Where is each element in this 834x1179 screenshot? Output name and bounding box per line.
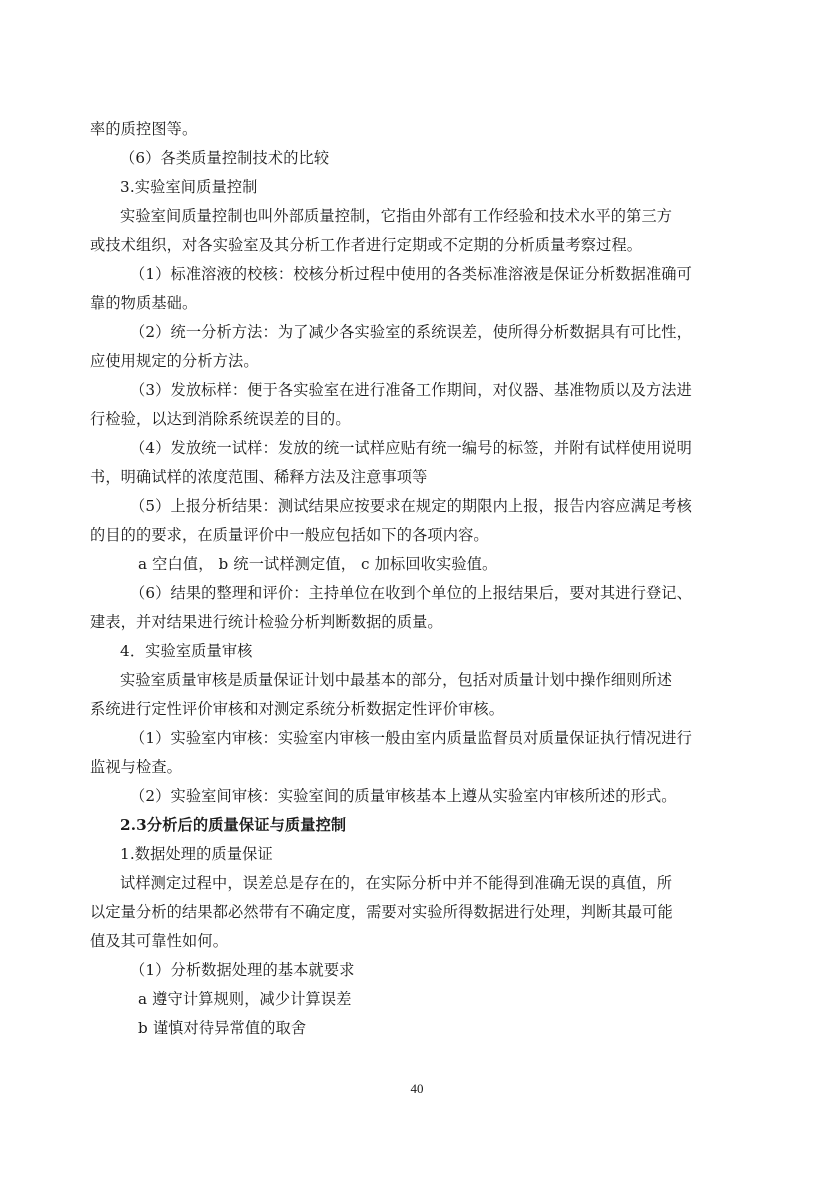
paragraph-line: 行检验，以达到消除系统误差的目的。 — [90, 410, 351, 428]
list-item: （1）标准溶液的校核：校核分析过程中使用的各类标准溶液是保证分析数据准确可 — [130, 265, 692, 283]
paragraph-line: 应使用规定的分析方法。 — [90, 352, 259, 370]
page-number: 40 — [410, 1081, 424, 1096]
paragraph-line: 实验室质量审核是质量保证计划中最基本的部分，包括对质量计划中操作细则所述 — [120, 671, 673, 689]
paragraph-line: 书，明确试样的浓度范围、稀释方法及注意事项等 — [90, 468, 428, 486]
paragraph-line: 实验室间质量控制也叫外部质量控制，它指由外部有工作经验和技术水平的第三方 — [120, 207, 673, 225]
list-item: （1）实验室内审核：实验室内审核一般由室内质量监督员对质量保证执行情况进行 — [130, 729, 692, 747]
paragraph-line: 试样测定过程中，误差总是存在的，在实际分析中并不能得到准确无误的真值，所 — [120, 874, 673, 892]
paragraph-line: 的目的的要求，在质量评价中一般应包括如下的各项内容。 — [90, 526, 489, 544]
document-body — [90, 115, 730, 1043]
paragraph-line: 以定量分析的结果都必然带有不确定度，需要对实验所得数据进行处理，判断其最可能 — [90, 903, 673, 921]
list-item: （4）发放统一试样：发放的统一试样应贴有统一编号的标签，并附有试样使用说明 — [130, 439, 692, 457]
paragraph-line: 监视与检查。 — [90, 758, 183, 776]
list-item: （2）实验室间审核：实验室间的质量审核基本上遵从实验室内审核所述的形式。 — [130, 787, 677, 805]
section-heading: 3.实验室间质量控制 — [120, 178, 258, 196]
list-item: （1）分析数据处理的基本就要求 — [130, 961, 355, 979]
section-heading: 4．实验室质量审核 — [120, 642, 253, 660]
sub-list-item: a 空白值， b 统一试样测定值， c 加标回收实验值。 — [138, 555, 498, 573]
list-item: （6）结果的整理和评价：主持单位在收到个单位的上报结果后，要对其进行登记、 — [130, 584, 692, 602]
list-item: （6）各类质量控制技术的比较 — [120, 149, 330, 167]
paragraph-line: 系统进行定性评价审核和对测定系统分析数据定性评价审核。 — [90, 700, 505, 718]
paragraph-line: 率的质控图等。 — [90, 120, 198, 138]
paragraph-line: 或技术组织，对各实验室及其分析工作者进行定期或不定期的分析质量考察过程。 — [90, 236, 643, 254]
sub-list-item: a 遵守计算规则，减少计算误差 — [138, 990, 352, 1008]
list-item: （5）上报分析结果：测试结果应按要求在规定的期限内上报，报告内容应满足考核 — [130, 497, 692, 515]
paragraph-line: 值及其可靠性如何。 — [90, 932, 229, 950]
list-item: （3）发放标样：便于各实验室在进行准备工作期间，对仪器、基准物质以及方法进 — [130, 381, 692, 399]
chapter-heading: 2.3分析后的质量保证与质量控制 — [120, 816, 347, 834]
section-heading: 1.数据处理的质量保证 — [120, 845, 273, 863]
list-item: （2）统一分析方法：为了减少各实验室的系统误差，使所得分析数据具有可比性， — [130, 323, 692, 341]
paragraph-line: 靠的物质基础。 — [90, 294, 198, 312]
paragraph-line: 建表，并对结果进行统计检验分析判断数据的质量。 — [90, 613, 443, 631]
sub-list-item: b 谨慎对待异常值的取舍 — [138, 1019, 307, 1037]
